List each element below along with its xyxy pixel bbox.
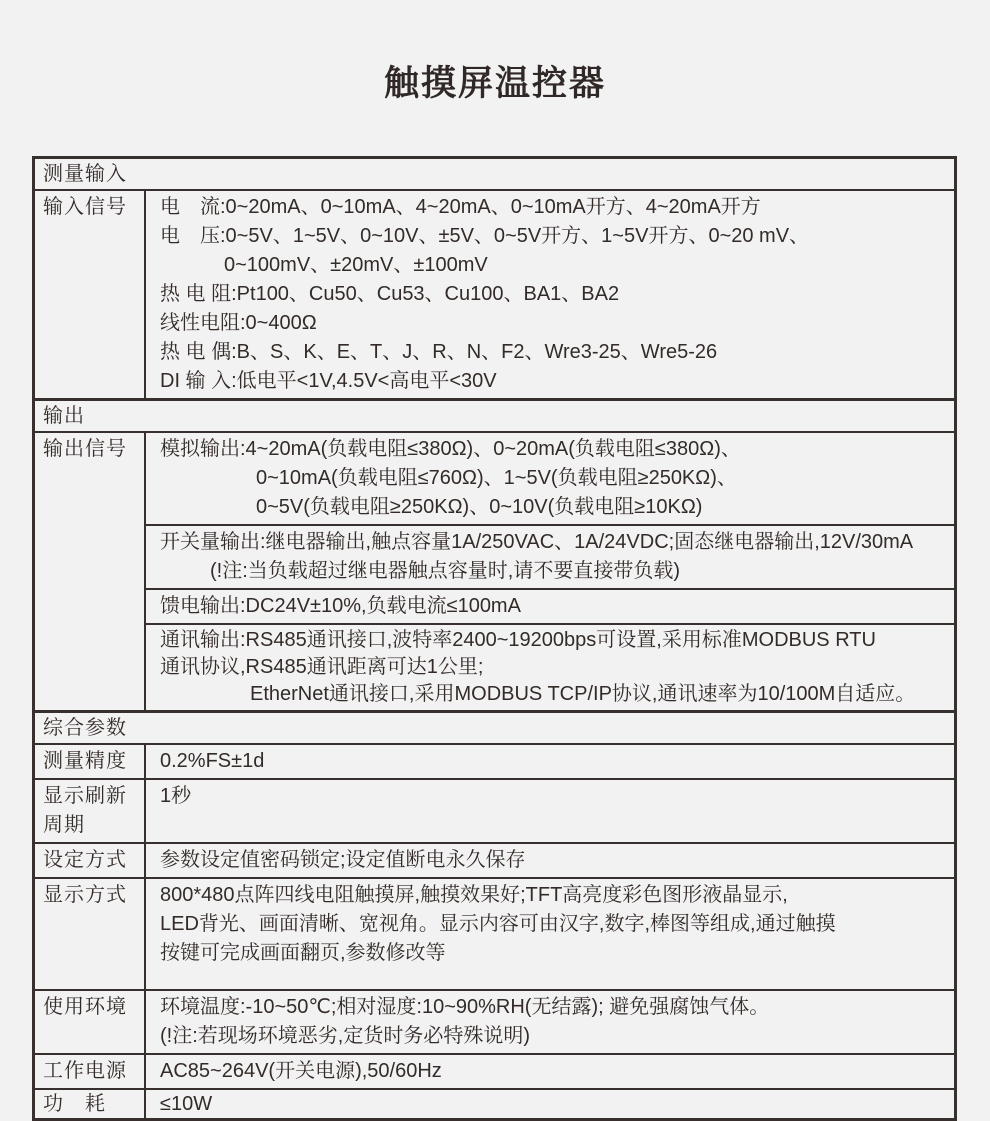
spec-value: ≤10W bbox=[160, 1093, 213, 1115]
row-content bbox=[146, 191, 954, 398]
spec-line: 0~100mV、±20mV、±100mV bbox=[224, 254, 488, 276]
row-content bbox=[146, 1055, 954, 1088]
spec-line: 800*480点阵四线电阻触摸屏,触摸效果好;TFT高亮度彩色图形液晶显示, bbox=[160, 884, 788, 906]
table-row-refresh-cycle bbox=[35, 778, 954, 842]
spec-line: LED背光、画面清晰、宽视角。显示内容可由汉字,数字,棒图等组成,通过触摸 bbox=[160, 913, 836, 935]
row-label: 功 耗 bbox=[35, 1090, 146, 1118]
row-label: 使用环境 bbox=[35, 991, 146, 1053]
row-label: 输入信号 bbox=[35, 191, 146, 398]
row-content bbox=[146, 991, 954, 1053]
spec-line: (!注:若现场环境恶劣,定货时务必特殊说明) bbox=[160, 1025, 530, 1047]
row-label: 工作电源 bbox=[35, 1055, 146, 1088]
table-row-environment bbox=[35, 989, 954, 1053]
spec-value: 参数设定值密码锁定;设定值断电永久保存 bbox=[160, 849, 526, 871]
subrow-switch-output bbox=[146, 524, 954, 588]
spec-line: 模拟输出:4~20mA(负载电阻≤380Ω)、0~20mA(负载电阻≤380Ω)、 bbox=[160, 438, 741, 460]
table-row-display-method bbox=[35, 877, 954, 989]
spec-line: 热 电 阻:Pt100、Cu50、Cu53、Cu100、BA1、BA2 bbox=[160, 283, 620, 305]
spec-line: 热 电 偶:B、S、K、E、T、J、R、N、F2、Wre3-25、Wre5-26 bbox=[160, 341, 718, 363]
table-row-input-signal bbox=[35, 189, 954, 398]
subrow-feed-output bbox=[146, 588, 954, 623]
spec-line: DI 输 入:低电平<1V,4.5V<高电平<30V bbox=[160, 370, 497, 392]
spec-line: 环境温度:-10~50℃;相对湿度:10~90%RH(无结露); 避免强腐蚀气体。 bbox=[160, 996, 770, 1018]
subrow-comm-output bbox=[146, 623, 954, 710]
section-header: 测量输入 bbox=[43, 163, 127, 185]
spec-line: 开关量输出:继电器输出,触点容量1A/250VAC、1A/24VDC;固态继电器输出,12V/30mA bbox=[160, 531, 914, 553]
spec-line: 电 压:0~5V、1~5V、0~10V、±5V、0~5V开方、1~5V开方、0~20 mV、 bbox=[160, 225, 810, 247]
row-label: 测量精度 bbox=[35, 745, 146, 778]
subrow-analog-output bbox=[146, 433, 954, 524]
spec-line: 0~10mA(负载电阻≤760Ω)、1~5V(负载电阻≥250KΩ)、 bbox=[256, 467, 737, 489]
table-row-power-consumption bbox=[35, 1088, 954, 1118]
row-label: 设定方式 bbox=[35, 844, 146, 877]
spec-line: 通讯输出:RS485通讯接口,波特率2400~19200bps可设置,采用标准MODBUS RTU bbox=[160, 629, 876, 651]
section-header-row-measure-input bbox=[35, 159, 954, 189]
spec-value: 1秒 bbox=[160, 785, 192, 807]
spec-line: EtherNet通讯接口,采用MODBUS TCP/IP协议,通讯速率为10/100M自适应。 bbox=[250, 683, 916, 705]
table-row-setting-method bbox=[35, 842, 954, 877]
table-row-accuracy bbox=[35, 743, 954, 778]
table-row-power-supply bbox=[35, 1053, 954, 1088]
spec-line: 馈电输出:DC24V±10%,负载电流≤100mA bbox=[160, 595, 521, 617]
spec-value: 0.2%FS±1d bbox=[160, 750, 265, 772]
row-label-line: 周期 bbox=[43, 814, 85, 836]
spec-line: 线性电阻:0~400Ω bbox=[160, 312, 317, 334]
spec-value: AC85~264V(开关电源),50/60Hz bbox=[160, 1060, 442, 1082]
section-header-row-output bbox=[35, 398, 954, 431]
spec-line: 按键可完成画面翻页,参数修改等 bbox=[160, 942, 446, 964]
spec-line: 通讯协议,RS485通讯距离可达1公里; bbox=[160, 656, 484, 678]
row-content bbox=[146, 879, 954, 989]
row-label: 输出信号 bbox=[35, 433, 146, 710]
table-row-output-signal bbox=[35, 431, 954, 710]
spec-table bbox=[32, 156, 957, 1121]
section-header: 输出 bbox=[43, 405, 85, 427]
row-content bbox=[146, 844, 954, 877]
spec-line: (!注:当负载超过继电器触点容量时,请不要直接带负载) bbox=[210, 560, 680, 582]
row-content bbox=[146, 433, 954, 710]
row-label: 显示方式 bbox=[35, 879, 146, 989]
row-content bbox=[146, 780, 954, 842]
section-header: 综合参数 bbox=[43, 717, 127, 739]
spec-line: 0~5V(负载电阻≥250KΩ)、0~10V(负载电阻≥10KΩ) bbox=[256, 496, 703, 518]
spec-line: 电 流:0~20mA、0~10mA、4~20mA、0~10mA开方、4~20mA开方 bbox=[160, 196, 761, 218]
row-content bbox=[146, 745, 954, 778]
section-header-row-general bbox=[35, 710, 954, 743]
page-title: 触摸屏温控器 bbox=[383, 64, 606, 103]
row-content bbox=[146, 1090, 954, 1118]
row-label-line: 显示刷新 bbox=[43, 785, 127, 807]
row-label bbox=[35, 780, 146, 842]
